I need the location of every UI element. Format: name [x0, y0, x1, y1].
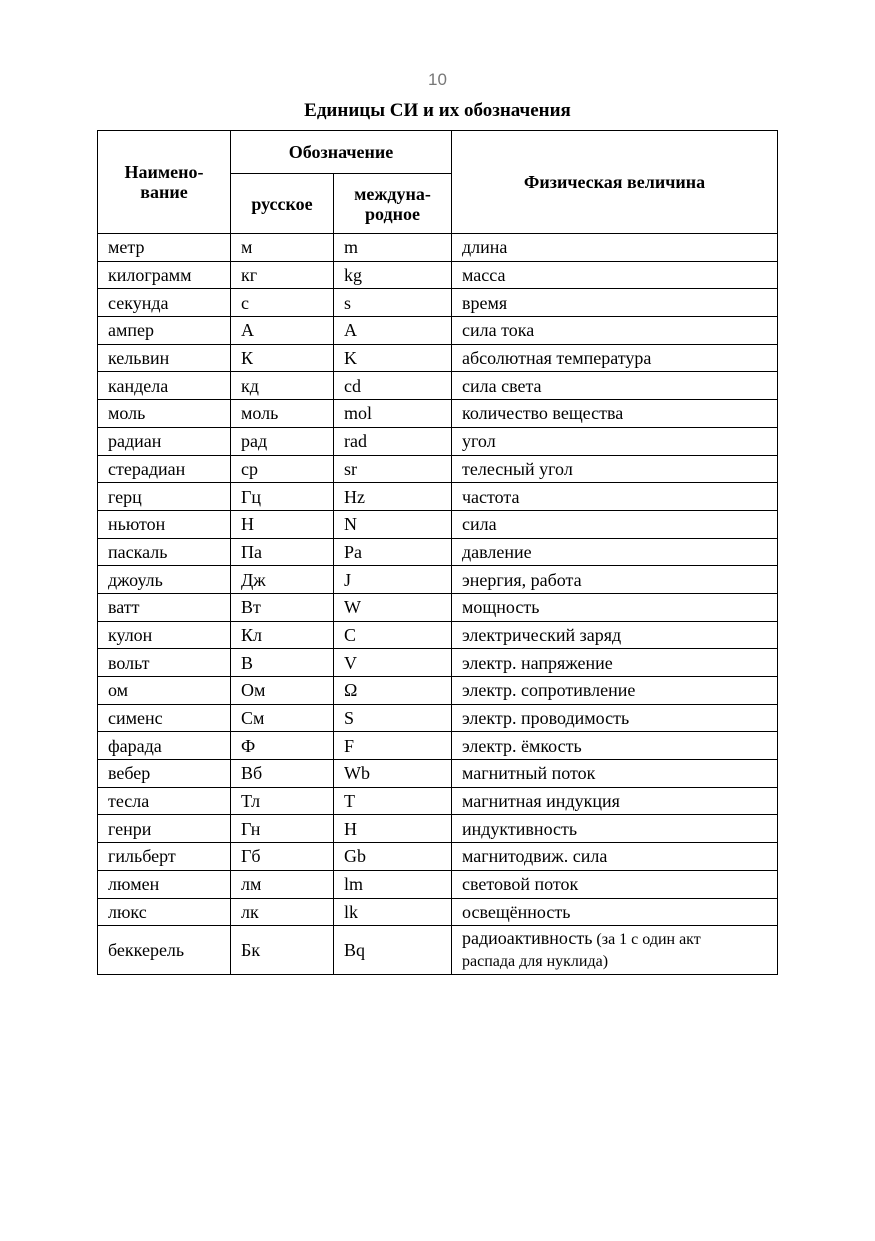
table-row [98, 760, 778, 788]
quantity-cell [452, 926, 778, 975]
international-symbol-cell: cd [334, 372, 452, 400]
table-row [98, 926, 778, 975]
table-row [98, 677, 778, 705]
unit-name-cell: люмен [98, 870, 231, 898]
table-row [98, 261, 778, 289]
russian-symbol-cell: Н [231, 510, 334, 538]
quantity-text: сила тока [462, 320, 535, 341]
international-symbol-cell: Hz [334, 483, 452, 511]
header-quantity: Физическая величина [452, 131, 778, 234]
unit-name-cell: моль [98, 400, 231, 428]
table-row [98, 510, 778, 538]
header-russian: русское [231, 174, 334, 234]
table-row [98, 344, 778, 372]
quantity-cell [452, 704, 778, 732]
russian-symbol-cell: лм [231, 870, 334, 898]
international-symbol-cell: C [334, 621, 452, 649]
international-symbol-cell: S [334, 704, 452, 732]
international-symbol-cell: kg [334, 261, 452, 289]
russian-symbol-cell: рад [231, 427, 334, 455]
unit-name-cell: кандела [98, 372, 231, 400]
table-row [98, 234, 778, 262]
table-row [98, 704, 778, 732]
russian-symbol-cell: Ом [231, 677, 334, 705]
russian-symbol-cell: Вт [231, 593, 334, 621]
unit-name-cell: джоуль [98, 566, 231, 594]
russian-symbol-cell: ср [231, 455, 334, 483]
quantity-text: индуктивность [462, 818, 578, 839]
unit-name-cell: люкс [98, 898, 231, 926]
russian-symbol-cell: Бк [231, 926, 334, 975]
quantity-text: масса [462, 265, 506, 286]
table-row [98, 593, 778, 621]
table-row [98, 566, 778, 594]
international-symbol-cell: Gb [334, 843, 452, 871]
unit-name-cell: ом [98, 677, 231, 705]
page-number: 10 [428, 70, 447, 89]
russian-symbol-cell: Дж [231, 566, 334, 594]
russian-symbol-cell: м [231, 234, 334, 262]
international-symbol-cell: mol [334, 400, 452, 428]
quantity-cell [452, 234, 778, 262]
quantity-text: электр. ёмкость [462, 735, 582, 756]
table-row [98, 732, 778, 760]
unit-name-cell: кельвин [98, 344, 231, 372]
quantity-cell [452, 261, 778, 289]
unit-name-cell: метр [98, 234, 231, 262]
table-row [98, 621, 778, 649]
quantity-text: сила [462, 514, 497, 535]
quantity-text: угол [462, 431, 496, 452]
international-symbol-cell: J [334, 566, 452, 594]
russian-symbol-cell: Вб [231, 760, 334, 788]
international-symbol-cell: F [334, 732, 452, 760]
russian-symbol-cell: В [231, 649, 334, 677]
quantity-text: световой поток [462, 874, 579, 895]
international-symbol-cell: m [334, 234, 452, 262]
quantity-text: давление [462, 541, 532, 562]
unit-name-cell: ньютон [98, 510, 231, 538]
international-symbol-cell: Bq [334, 926, 452, 975]
quantity-cell [452, 732, 778, 760]
russian-symbol-cell: Ф [231, 732, 334, 760]
page-title: Единицы СИ и их обозначения [304, 100, 571, 121]
quantity-text: освещённость [462, 901, 571, 922]
international-symbol-cell: sr [334, 455, 452, 483]
quantity-cell [452, 593, 778, 621]
unit-name-cell: вебер [98, 760, 231, 788]
table-row [98, 649, 778, 677]
quantity-text: магнитная индукция [462, 791, 620, 812]
table-row [98, 455, 778, 483]
table-row [98, 400, 778, 428]
table-row [98, 372, 778, 400]
table-row [98, 427, 778, 455]
table-row [98, 898, 778, 926]
quantity-text: длина [462, 237, 508, 258]
unit-name-cell: сименс [98, 704, 231, 732]
quantity-cell [452, 815, 778, 843]
russian-symbol-cell: кд [231, 372, 334, 400]
international-symbol-cell: T [334, 787, 452, 815]
quantity-cell [452, 898, 778, 926]
quantity-cell [452, 317, 778, 345]
quantity-text: абсолютная температура [462, 348, 652, 369]
international-symbol-cell: s [334, 289, 452, 317]
quantity-cell [452, 566, 778, 594]
international-symbol-cell: W [334, 593, 452, 621]
international-symbol-cell: Pa [334, 538, 452, 566]
table-row [98, 289, 778, 317]
russian-symbol-cell: Гц [231, 483, 334, 511]
si-units-table [97, 130, 778, 975]
quantity-cell [452, 372, 778, 400]
russian-symbol-cell: Па [231, 538, 334, 566]
international-symbol-cell: N [334, 510, 452, 538]
quantity-cell [452, 427, 778, 455]
unit-name-cell: ампер [98, 317, 231, 345]
quantity-text: количество вещества [462, 403, 624, 424]
quantity-cell [452, 843, 778, 871]
international-symbol-cell: rad [334, 427, 452, 455]
unit-name-cell: фарада [98, 732, 231, 760]
quantity-cell [452, 455, 778, 483]
unit-name-cell: гильберт [98, 843, 231, 871]
international-symbol-cell: lk [334, 898, 452, 926]
international-symbol-cell: H [334, 815, 452, 843]
international-symbol-cell: Wb [334, 760, 452, 788]
quantity-text: время [462, 292, 508, 313]
quantity-cell [452, 400, 778, 428]
quantity-cell [452, 289, 778, 317]
quantity-cell [452, 344, 778, 372]
international-symbol-cell: lm [334, 870, 452, 898]
quantity-text: мощность [462, 597, 540, 618]
quantity-cell [452, 649, 778, 677]
unit-name-cell: генри [98, 815, 231, 843]
russian-symbol-cell: моль [231, 400, 334, 428]
russian-symbol-cell: Гн [231, 815, 334, 843]
international-symbol-cell: A [334, 317, 452, 345]
quantity-cell [452, 483, 778, 511]
quantity-text: электр. проводимость [462, 708, 630, 729]
quantity-text: частота [462, 486, 520, 507]
international-symbol-cell: V [334, 649, 452, 677]
unit-name-cell: беккерель [98, 926, 231, 975]
quantity-cell [452, 787, 778, 815]
unit-name-cell: ватт [98, 593, 231, 621]
quantity-text: сила света [462, 375, 542, 396]
quantity-cell [452, 621, 778, 649]
russian-symbol-cell: Тл [231, 787, 334, 815]
unit-name-cell: килограмм [98, 261, 231, 289]
quantity-cell [452, 870, 778, 898]
international-symbol-cell: K [334, 344, 452, 372]
header-designation: Обозначение [231, 131, 452, 174]
unit-name-cell: тесла [98, 787, 231, 815]
table-row [98, 317, 778, 345]
quantity-cell [452, 677, 778, 705]
header-international: междуна- родное [334, 174, 452, 234]
international-symbol-cell: Ω [334, 677, 452, 705]
quantity-text: телесный угол [462, 458, 573, 479]
quantity-text: электрический заряд [462, 624, 622, 645]
unit-name-cell: секунда [98, 289, 231, 317]
table-row [98, 815, 778, 843]
quantity-text: энергия, работа [462, 569, 582, 590]
russian-symbol-cell: лк [231, 898, 334, 926]
russian-symbol-cell: А [231, 317, 334, 345]
russian-symbol-cell: См [231, 704, 334, 732]
table-row [98, 787, 778, 815]
russian-symbol-cell: Гб [231, 843, 334, 871]
quantity-cell [452, 760, 778, 788]
quantity-cell [452, 510, 778, 538]
unit-name-cell: радиан [98, 427, 231, 455]
unit-name-cell: герц [98, 483, 231, 511]
quantity-text: магнитодвиж. сила [462, 846, 608, 867]
table-row [98, 843, 778, 871]
russian-symbol-cell: Кл [231, 621, 334, 649]
russian-symbol-cell: кг [231, 261, 334, 289]
quantity-cell [452, 538, 778, 566]
unit-name-cell: паскаль [98, 538, 231, 566]
quantity-text: электр. напряжение [462, 652, 613, 673]
unit-name-cell: стерадиан [98, 455, 231, 483]
table-body [98, 234, 778, 975]
header-name: Наимено- вание [98, 131, 231, 234]
russian-symbol-cell: с [231, 289, 334, 317]
table-row [98, 483, 778, 511]
quantity-note: (за 1 с один акт распада для нуклида) [462, 931, 701, 971]
quantity-text: электр. сопротивление [462, 680, 636, 701]
quantity-text: магнитный поток [462, 763, 596, 784]
table-row [98, 538, 778, 566]
table-row [98, 870, 778, 898]
unit-name-cell: вольт [98, 649, 231, 677]
quantity-text: радиоактивность [462, 928, 593, 949]
russian-symbol-cell: К [231, 344, 334, 372]
unit-name-cell: кулон [98, 621, 231, 649]
